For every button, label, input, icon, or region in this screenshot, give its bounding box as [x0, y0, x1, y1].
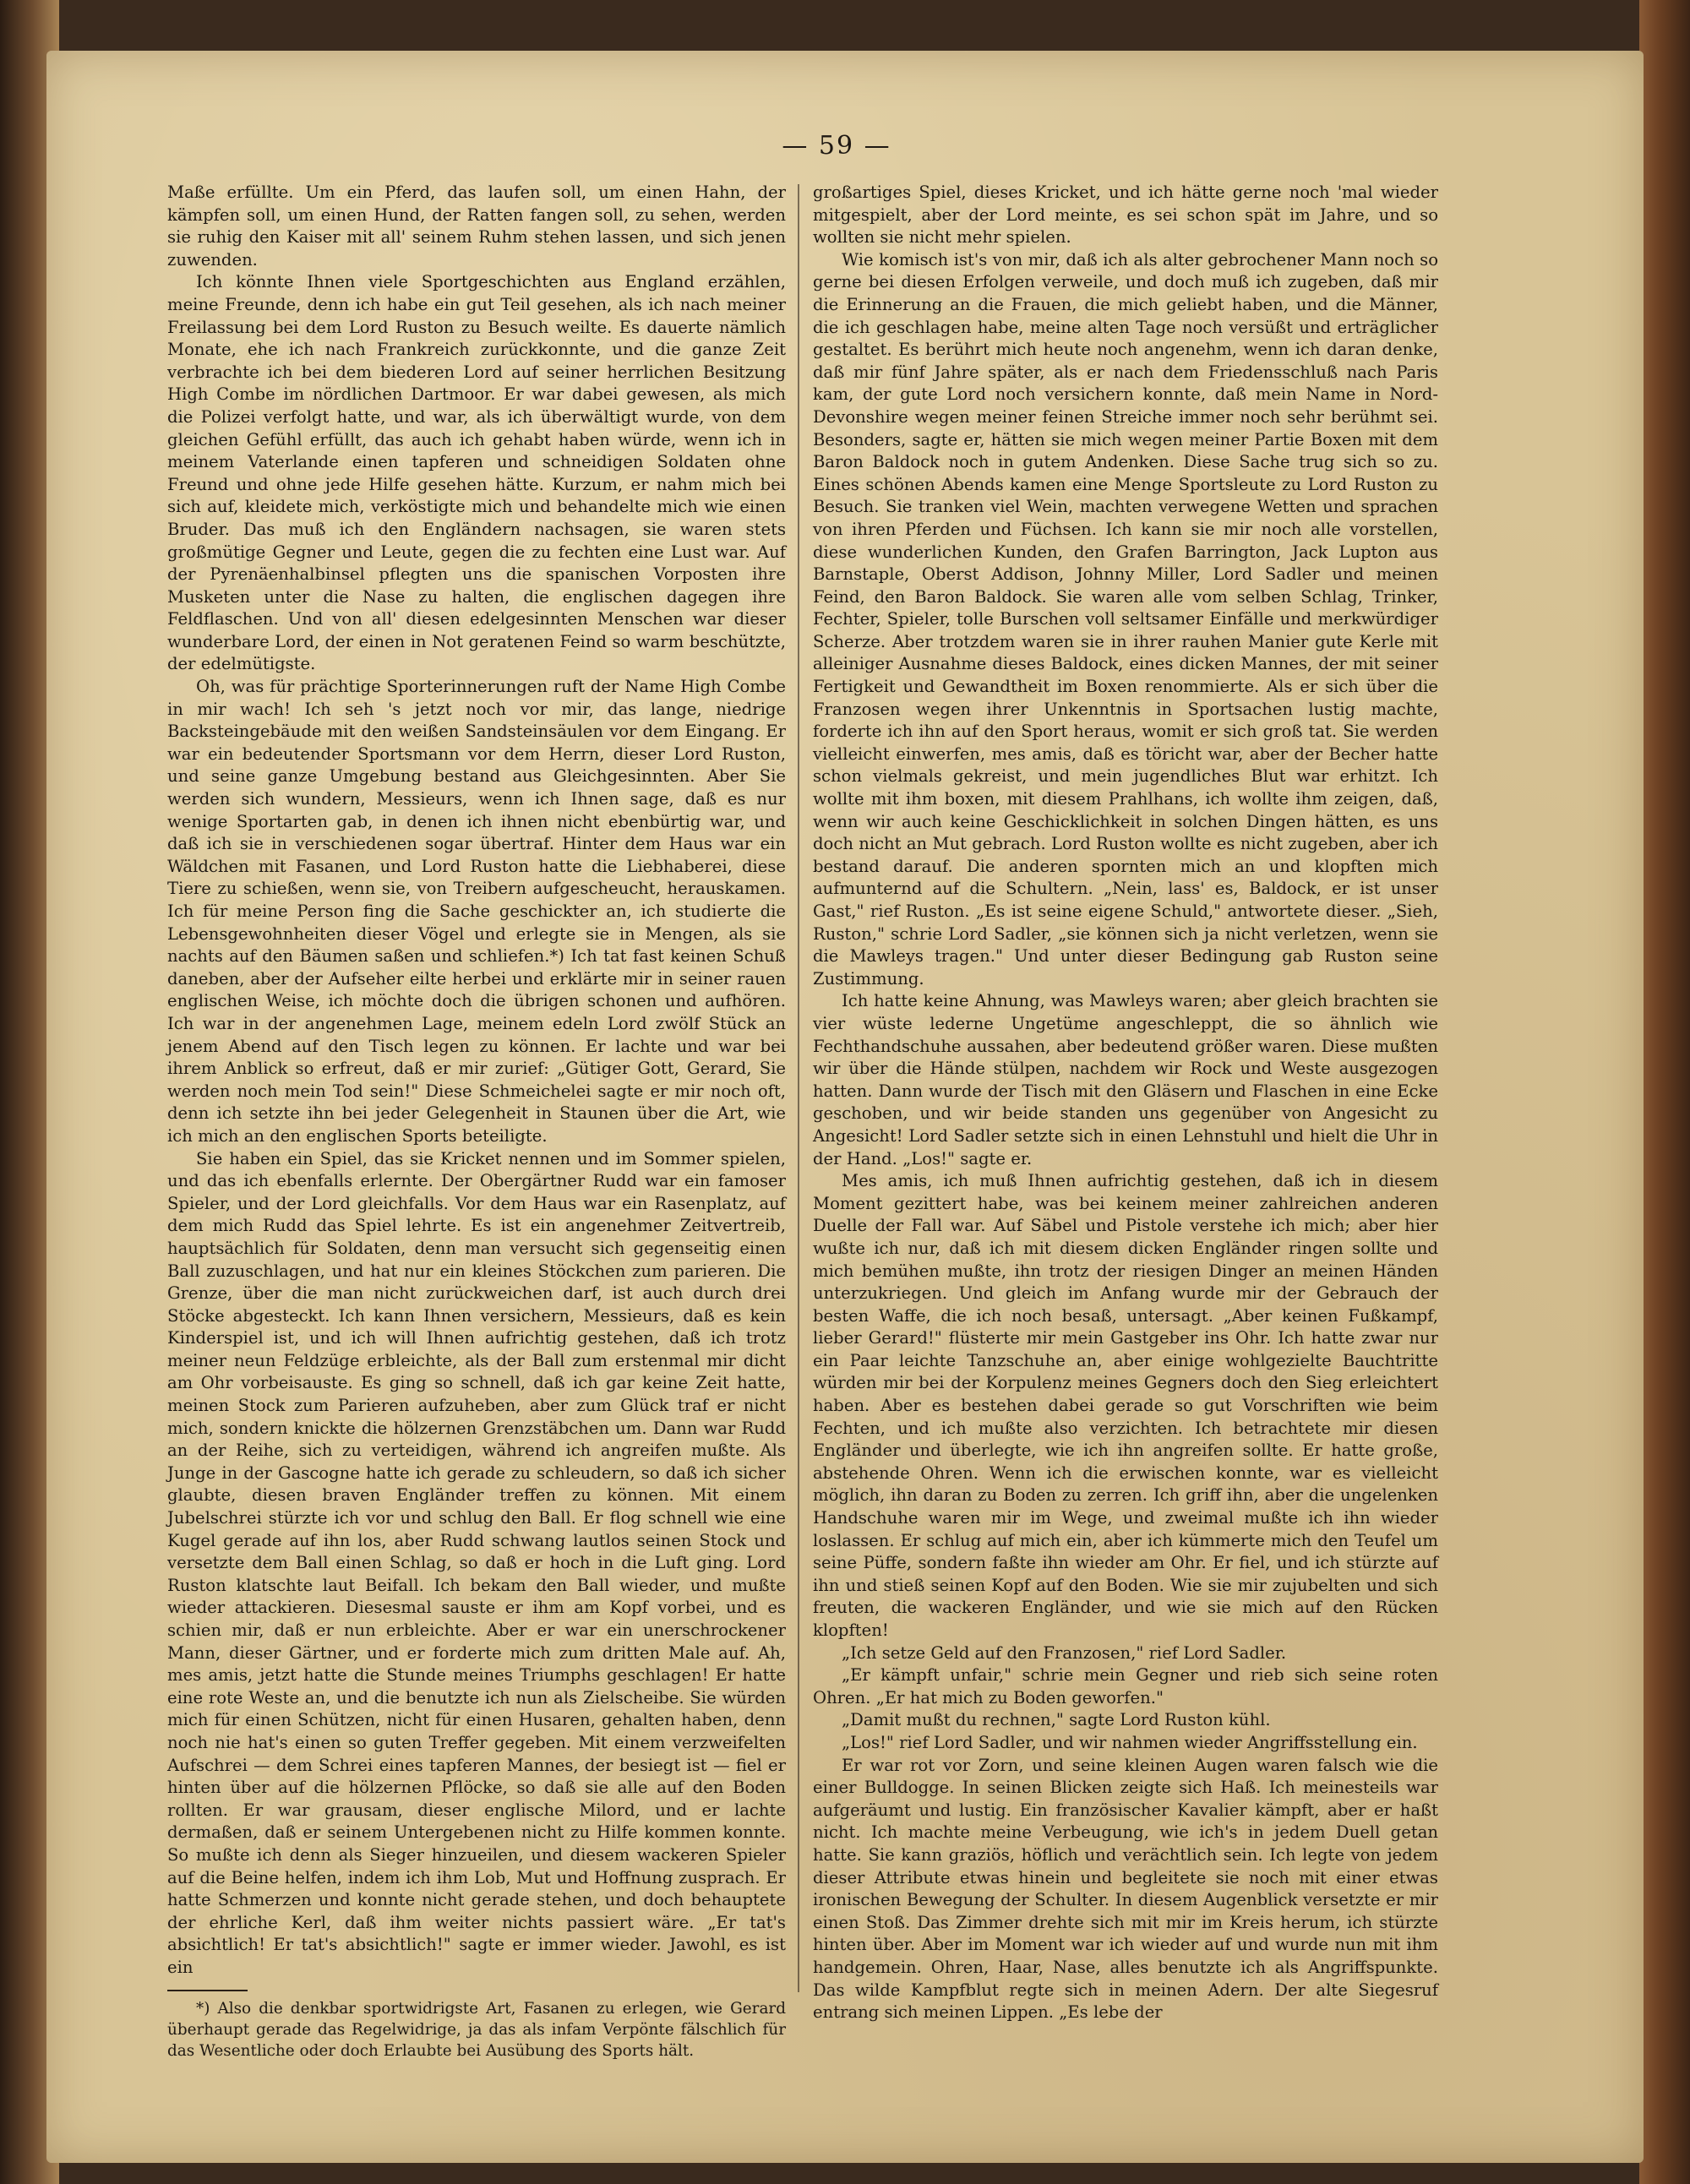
footnote: *) Also die denkbar sportwidrigste Art, Fasanen zu erlegen, wie Gerard überhaupt gerade das Regelwidrige, ja das als infam Verpönte fälschlich für das Wesentliche oder doch Erlaubte bei Ausübung des Sports hält.: [167, 1999, 786, 2060]
paragraph: Oh, was für prächtige Sporterinnerungen ruft der Name High Combe in mir wach! Ich seh 's jetzt noch vor mir, das lange, niedrige Backsteingebäude mit den weißen Sandsteinsäulen vor dem Eingang. Er war ein bedeutender Sportsmann vor dem Herrn, dieser Lord Ruston, und seine ganze Umgebung bestand aus Gleichgesinnten. Aber Sie werden sich wundern, Messieurs, wenn ich Ihnen sage, daß es nur wenige Sportarten gab, in denen ich ihnen nicht ebenbürtig war, und daß ich sie in verschiedenen sogar übertraf. Hinter dem Haus war ein Wäldchen mit Fasanen, und Lord Ruston hatte die Liebhaberei, diese Tiere zu schießen, wenn sie, von Treibern aufgescheucht, herauskamen. Ich für meine Person fing die Sache geschickter an, ich studierte die Lebensgewohnheiten dieser Vögel und erlegte sie in Mengen, als sie nachts auf den Bäumen saßen und schliefen.*) Ich tat fast keinen Schuß daneben, aber der Aufseher eilte herbei und erklärte mir in seiner rauen englischen Weise, ich möchte doch die übrigen schonen und aufhören. Ich war in der angenehmen Lage, meinem edeln Lord zwölf Stück an jenem Abend auf den Tisch legen zu können. Er lachte und war bei ihrem Anblick so erfreut, daß er mir zurief: „Gütiger Gott, Gerard, Sie werden noch mein Tod sein!" Diese Schmeichelei sagte er mir noch oft, denn ich setzte ihn bei jeder Gelegenheit in Staunen über die Art, wie ich mich an den englischen Sports beteiligte.: [167, 677, 786, 1146]
right-column: [813, 182, 1438, 2023]
paragraph: Ich könnte Ihnen viele Sportgeschichten aus England erzählen, meine Freunde, denn ich habe ein gut Teil gesehen, als ich nach meiner Freilassung bei dem Lord Ruston zu Besuch weilte. Es dauerte nämlich Monate, ehe ich nach Frankreich zurückkonnte, und die ganze Zeit verbrachte ich bei dem biederen Lord auf seiner herrlichen Besitzung High Combe im nördlichen Dartmoor. Er war dabei gewesen, als mich die Polizei verfolgt hatte, und war, als ich überwältigt wurde, von dem gleichen Gefühl erfüllt, das auch ich gehabt haben würde, wenn ich in meinem Vaterlande einen tapferen und schneidigen Soldaten ohne Freund und ohne jede Hilfe gesehen hätte. Kurzum, er nahm mich bei sich auf, kleidete mich, verköstigte mich und behandelte mich wie einen Bruder. Das muß ich den Engländern nachsagen, sie waren stets großmütige Gegner und Leute, gegen die zu fechten eine Lust war. Auf der Pyrenäenhalbinsel pflegten uns die spanischen Vorposten ihre Musketen unter die Nase zu halten, die englischen dagegen ihre Feldflaschen. Und von all' diesen edelgesinnten Menschen war dieser wunderbare Lord, der einen in Not geratenen Feind so warm beschützte, der edelmütigste.: [167, 272, 786, 674]
paragraph: Wie komisch ist's von mir, daß ich als alter gebrochener Mann noch so gerne bei diesen Erfolgen verweile, und doch muß ich zugeben, daß mir die Erinnerung an die Frauen, die mich geliebt haben, und die Männer, die ich geschlagen habe, meine alten Tage noch versüßt und erträglicher gestaltet. Es berührt mich heute noch angenehm, wenn ich daran denke, daß mir fünf Jahre später, als er nach dem Friedensschluß nach Paris kam, der gute Lord noch versichern konnte, daß mein Name in Nord-Devonshire wegen meiner feinen Streiche immer noch sehr berühmt sei. Besonders, sagte er, hätten sie mich wegen meiner Partie Boxen mit dem Baron Baldock noch in gutem Andenken. Diese Sache trug sich so zu. Eines schönen Abends kamen eine Menge Sportsleute zu Lord Ruston zu Besuch. Sie tranken viel Wein, machten verwegene Wetten und sprachen von ihren Pferden und Füchsen. Ich kann sie mir noch alle vorstellen, diese wunderlichen Kunden, den Grafen Barrington, Jack Lupton aus Barnstaple, Oberst Addison, Johnny Miller, Lord Sadler und meinen Feind, den Baron Baldock. Sie waren alle vom selben Schlag, Trinker, Fechter, Spieler, tolle Burschen voll seltsamer Einfälle und merkwürdiger Scherze. Aber trotzdem waren sie in ihrer rauhen Manier gute Kerle mit alleiniger Ausnahme dieses Baldock, eines dicken Mannes, der mit seiner Fertigkeit und Gewandtheit im Boxen renommierte. Als er sich über die Franzosen wegen ihrer Unkenntnis in Sportsachen lustig machte, forderte ich ihn auf den Sport heraus, womit er sich groß tat. Sie werden vielleicht einwerfen, mes amis, daß es töricht war, aber der Becher hatte schon vielmals gekreist, und mein jugendliches Blut war erhitzt. Ich wollte mit ihm boxen, mit diesem Prahlhans, ich wollte ihm zeigen, daß, wenn wir auch keine Geschicklichkeit in solchen Dingen hätten, es uns doch nicht an Mut gebrach. Lord Ruston wollte es nicht zugeben, aber ich bestand darauf. Die anderen spornten mich an und klopften mich aufmunternd auf die Schultern. „Nein, lass' es, Baldock, er ist unser Gast," rief Ruston. „Es ist seine eigene Schuld," antwortete dieser. „Sieh, Ruston," schrie Lord Sadler, „sie können sich ja nicht verletzen, wenn sie die Mawleys tragen." Und unter dieser Bedingung gab Ruston seine Zustimmung.: [813, 249, 1438, 989]
paragraph: Ich hatte keine Ahnung, was Mawleys waren; aber gleich brachten sie vier wüste lederne Ungetüme angeschleppt, die so ähnlich wie Fechthandschuhe aussahen, aber bedeutend größer waren. Diese mußten wir über die Hände stülpen, nachdem wir Rock und Weste ausgezogen hatten. Dann wurde der Tisch mit den Gläsern und Flaschen in eine Ecke geschoben, und wir beide standen uns gegenüber von Angesicht zu Angesicht! Lord Sadler setzte sich in einen Lehnstuhl und hielt die Uhr in der Hand. „Los!" sagte er.: [813, 991, 1438, 1168]
paragraph: „Er kämpft unfair," schrie mein Gegner und rieb sich seine roten Ohren. „Er hat mich zu Boden geworfen.": [813, 1665, 1438, 1707]
paragraph: großartiges Spiel, dieses Kricket, und ich hätte gerne noch 'mal wieder mitgespielt, aber der Lord meinte, es sei schon spät im Jahre, und so wollten sie nicht mehr spielen.: [813, 182, 1438, 248]
paragraph: Maße erfüllte. Um ein Pferd, das laufen soll, um einen Hahn, der kämpfen soll, um einen Hund, der Ratten fangen soll, zu sehen, werden sie ruhig den Kaiser mit all' seinem Ruhm stehen lassen, und sich jenen zuwenden.: [167, 182, 786, 270]
paragraph: „Ich setze Geld auf den Franzosen," rief Lord Sadler.: [842, 1642, 1287, 1663]
footnote-divider: [167, 1990, 248, 1991]
left-column: [167, 182, 786, 2060]
paragraph: „Los!" rief Lord Sadler, und wir nahmen wieder Angriffsstellung ein.: [842, 1732, 1418, 1752]
paragraph: Sie haben ein Spiel, das sie Kricket nennen und im Sommer spielen, und das ich ebenfalls erlernte. Der Obergärtner Rudd war ein famoser Spieler, und der Lord gleichfalls. Vor dem Haus war ein Rasenplatz, auf dem mich Rudd das Spiel lehrte. Es ist ein angenehmer Zeitvertreib, hauptsächlich für Soldaten, denn man versucht sich gegenseitig einen Ball zuzuschlagen, und hat nur ein kleines Stöckchen zum parieren. Die Grenze, über die man nicht zurückweichen darf, ist auch durch drei Stöcke abgesteckt. Ich kann Ihnen versichern, Messieurs, daß es kein Kinderspiel ist, und ich will Ihnen aufrichtig gestehen, daß ich trotz meiner neun Feldzüge erbleichte, als der Ball zum erstenmal mir dicht am Ohr vorbeisauste. Es ging so schnell, daß ich gar keine Zeit hatte, meinen Stock zum Parieren aufzuheben, aber zum Glück traf er nicht mich, sondern knickte die hölzernen Grenzstäbchen um. Dann war Rudd an der Reihe, sich zu verteidigen, während ich angreifen mußte. Als Junge in der Gascogne hatte ich gerade zu schleudern, so daß ich sicher glaubte, diesen braven Engländer treffen zu können. Mit einem Jubelschrei stürzte ich vor und schlug den Ball. Er flog schnell wie eine Kugel gerade auf ihn los, aber Rudd schwang lautlos seinen Stock und versetzte dem Ball einen Schlag, so daß er hoch in die Luft ging. Lord Ruston klatschte laut Beifall. Ich bekam den Ball wieder, und mußte wieder attackieren. Diesesmal sauste er ihm am Kopf vorbei, und es schien mir, daß er nun erbleichte. Aber er war ein unerschrockener Mann, dieser Gärtner, und er forderte mich zum dritten Male auf. Ah, mes amis, jetzt hatte die Stunde meines Triumphs geschlagen! Er hatte eine rote Weste an, und die benutzte ich nun als Zielscheibe. Sie würden mich für einen Schützen, nicht für einen Husaren, gehalten haben, denn noch nie hat's einen so guten Treffer gegeben. Mit einem verzweifelten Aufschrei — dem Schrei eines tapferen Mannes, der besiegt ist — fiel er hinten über auf die hölzernen Pflöcke, so daß sie alle auf den Boden rollten. Er war grausam, dieser englische Milord, und er lachte dermaßen, daß er seinem Untergebenen nicht zu Hilfe kommen konnte. So mußte ich denn als Sieger hinzueilen, und diesem wackeren Spieler auf die Beine helfen, indem ich ihm Lob, Mut und Hoffnung zusprach. Er hatte Schmerzen und konnte nicht gerade stehen, und doch behauptete der ehrliche Kerl, daß ihm weiter nichts passiert wäre. „Er tat's absichtlich! Er tat's absichtlich!" sagte er immer wieder. Jawohl, es ist ein: [167, 1148, 786, 1977]
page-number: — 59 —: [782, 131, 891, 161]
scan-right-edge: [1639, 0, 1690, 2184]
paragraph: Er war rot vor Zorn, und seine kleinen Augen waren falsch wie die einer Bulldogge. In seinen Blicken zeigte sich Haß. Ich meinesteils war aufgeräumt und lustig. Ein französischer Kavalier kämpft, aber er haßt nicht. Ich machte meine Verbeugung, wie ich's in jedem Duell getan hatte. Sie kann graziös, höflich und verächtlich sein. Ich legte von jedem dieser Attribute etwas hinein und begleitete sie noch mit einer etwas ironischen Bewegung der Schulter. In diesem Augenblick versetzte er mir einen Stoß. Das Zimmer drehte sich mit mir im Kreis herum, ich stürzte hinten über. Aber im Moment war ich wieder auf und wurde nun mit ihm handgemein. Ohren, Haar, Nase, alles benutzte ich als Angriffspunkte. Das wilde Kampfblut regte sich in meinen Adern. Der alte Siegesruf entrang sich meinen Lippen. „Es lebe der: [813, 1755, 1438, 2023]
paragraph: Mes amis, ich muß Ihnen aufrichtig gestehen, daß ich in diesem Moment gezittert habe, was bei keinem meiner zahlreichen anderen Duelle der Fall war. Auf Säbel und Pistole verstehe ich mich; aber hier wußte ich nur, daß ich mit diesem dicken Engländer ringen sollte und mich bemühen mußte, ihn trotz der riesigen Dinger an meinen Händen unterzukriegen. Und gleich im Anfang wurde mir der Gebrauch der besten Waffe, die ich noch besaß, untersagt. „Aber keinen Fußkampf, lieber Gerard!" flüsterte mir mein Gastgeber ins Ohr. Ich hatte zwar nur ein Paar leichte Tanzschuhe an, aber einige wohlgezielte Bauchtritte würden mir bei der Korpulenz meines Gegners doch den Sieg erleichtert haben. Aber es bestehen dabei gerade so gut Vorschriften wie beim Fechten, und ich mußte also verzichten. Ich betrachtete mir diesen Engländer und überlegte, wie ich ihn angreifen sollte. Er hatte große, abstehende Ohren. Wenn ich die erwischen konnte, war es vielleicht möglich, ihn daran zu Boden zu zerren. Ich griff ihn, aber die ungelenken Handschuhe waren mir im Wege, und zweimal mußte ich ihn wieder loslassen. Er schlug auf mich ein, aber ich kümmerte mich den Teufel um seine Püffe, sondern faßte ihn wieder am Ohr. Er fiel, und ich stürzte auf ihn und stieß seinen Kopf auf den Boden. Wie sie mir zujubelten und sich freuten, die wackeren Engländer, und wie sie mich auf den Rücken klopften!: [813, 1171, 1438, 1640]
paragraph: „Damit mußt du rechnen," sagte Lord Ruston kühl.: [842, 1710, 1271, 1730]
column-divider: [798, 184, 799, 1992]
